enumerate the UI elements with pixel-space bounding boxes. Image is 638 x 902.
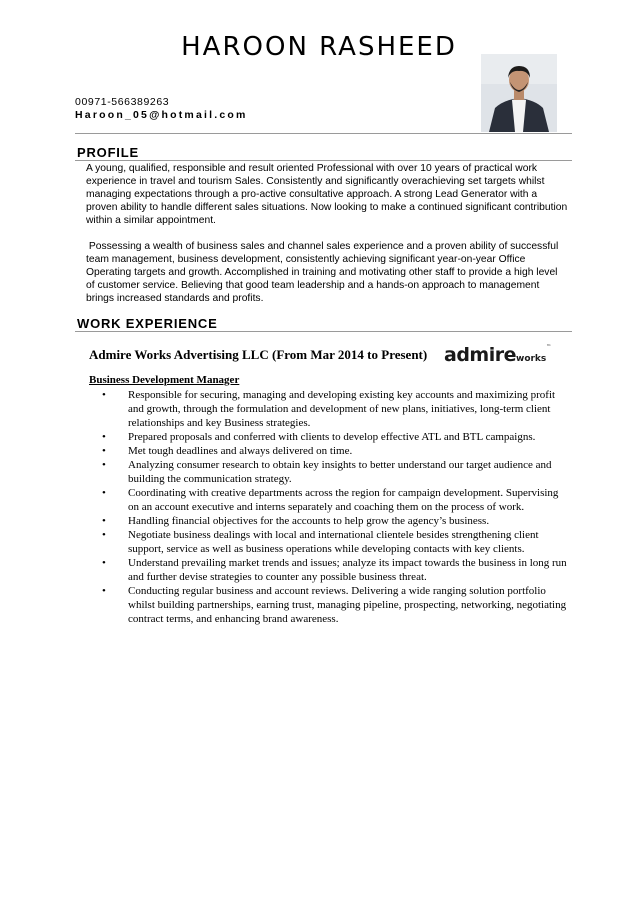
- duty-item: [100, 528, 570, 556]
- email-address: Haroon_05@hotmail.com: [75, 109, 248, 121]
- logo-trademark: ™: [546, 344, 552, 350]
- bullet-icon: •: [102, 459, 106, 471]
- duty-text: Coordinating with creative departments across the region for campaign development. Supervising on an account executive and interns separately and coaching them on the process of work.: [128, 487, 559, 513]
- profile-photo: [481, 54, 557, 132]
- company-logo: [444, 344, 551, 364]
- duty-text: Prepared proposals and conferred with clients to develop effective ATL and BTL campaigns.: [128, 431, 536, 443]
- duty-item: [100, 486, 570, 514]
- profile-heading-rule: [75, 160, 572, 161]
- duty-text: Negotiate business dealings with local and international clientele besides strengthening client support, service as well as business operations while developing contacts with key clients.: [128, 529, 539, 555]
- bullet-icon: •: [102, 585, 106, 597]
- job-role: Business Development Manager: [89, 374, 240, 386]
- profile-paragraph: Possessing a wealth of business sales and channel sales experience and a proven ability of successful team management, business development, consistently achieving significant year-on-year Office Operating targets and growth. Accomplished in training and motivating other staff to provide a high level of customer service. Believing that good team leadership and a hands-on approach to management brings increased standards and profits.: [86, 241, 562, 304]
- duty-item: [100, 514, 570, 528]
- duty-item: [100, 556, 570, 584]
- job-company-title: Admire Works Advertising LLC (From Mar 2014 to Present): [89, 347, 428, 362]
- duty-item: [100, 444, 570, 458]
- duty-item: [100, 430, 570, 444]
- duties-list: [100, 388, 570, 626]
- phone-number: 00971-566389263: [75, 96, 170, 108]
- bullet-icon: •: [102, 445, 106, 457]
- header-divider: [75, 133, 572, 134]
- logo-text-main: admire: [444, 344, 516, 366]
- duty-item: [100, 388, 570, 430]
- logo-text-sub: works: [516, 354, 547, 364]
- candidate-name: HAROON RASHEED: [181, 32, 457, 62]
- duty-text: Conducting regular business and account reviews. Delivering a wide ranging solution portfolio whilst building partnerships, earning trust, managing pipeline, prospecting, networking, negotiating contract terms, and enhancing brand awareness.: [128, 585, 567, 625]
- profile-paragraph: A young, qualified, responsible and result oriented Professional with over 10 years of practical work experience in travel and tourism Sales. Consistently and significantly overachieving set targets whilst managing expectations through a pro-active consultative approach. A strong Lead Generator with a proven ability to handle different sales situations. Now looking to make a continued significant contribution within a similar appointment.: [86, 163, 568, 226]
- duty-item: [100, 584, 570, 626]
- bullet-icon: •: [102, 529, 106, 541]
- duty-text: Met tough deadlines and always delivered on time.: [128, 445, 353, 457]
- duty-text: Handling financial objectives for the accounts to help grow the agency’s business.: [128, 515, 490, 527]
- bullet-icon: •: [102, 515, 106, 527]
- profile-heading: PROFILE: [77, 145, 139, 160]
- bullet-icon: •: [102, 431, 106, 443]
- duty-text: Understand prevailing market trends and issues; analyze its impact towards the business in long run and further devise strategies to counter any possible business threat.: [128, 557, 567, 583]
- bullet-icon: •: [102, 389, 106, 401]
- work-heading-rule: [75, 331, 572, 332]
- bullet-icon: •: [102, 487, 106, 499]
- work-experience-heading: WORK EXPERIENCE: [77, 316, 218, 331]
- bullet-icon: •: [102, 557, 106, 569]
- duty-text: Responsible for securing, managing and developing existing key accounts and maximizing profit and growth, through the formulation and development of new plans, initiatives, long-term client relationships and key Business strategies.: [128, 389, 556, 429]
- duty-text: Analyzing consumer research to obtain key insights to better understand our target audience and building the communication strategy.: [128, 459, 552, 485]
- duty-item: [100, 458, 570, 486]
